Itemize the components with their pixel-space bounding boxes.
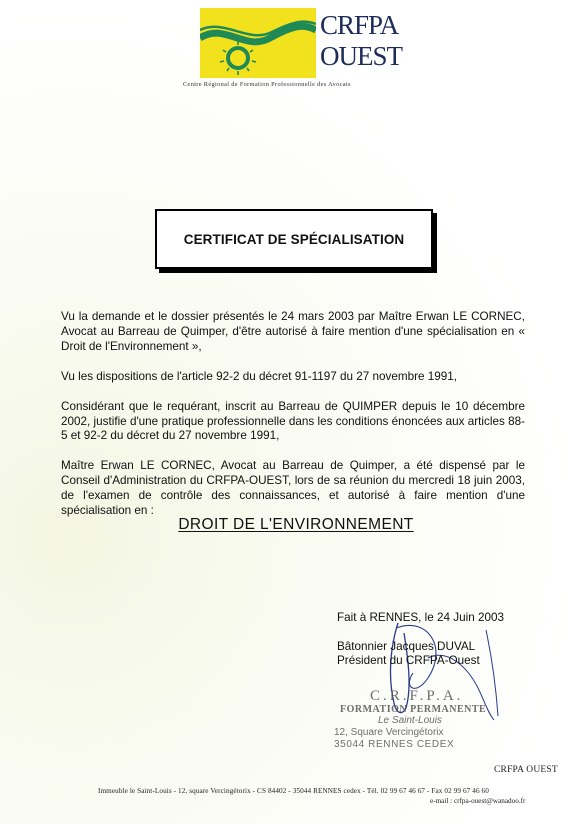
footer-address: Immeuble le Saint-Louis - 12, square Vercingétorix - CS 84402 - 35044 RENNES cedex - Tél. 02 99 67 46 67 - Fax 02 99 67 46 60 [98, 787, 489, 795]
crfpa-logo [200, 8, 402, 78]
paragraph-decree: Vu les dispositions de l'article 92-2 du décret 91-1197 du 27 novembre 1991, [61, 369, 457, 383]
footer-org: CRFPA OUEST [494, 765, 558, 775]
certificate-body [61, 310, 525, 534]
signatory-name: Bâtonnier Jacques DUVAL [337, 639, 476, 653]
certificate-title-box [155, 209, 433, 269]
stamp-line-5: 35044 RENNES CEDEX [334, 739, 455, 750]
stamp-line-1: C.R.F.P.A. [370, 688, 464, 704]
logo-line-1: CRFPA [320, 10, 399, 40]
specialty-heading: DROIT DE L'ENVIRONNEMENT [178, 516, 414, 533]
place-date: Fait à RENNES, le 24 Juin 2003 [337, 611, 504, 624]
signature-block [337, 611, 504, 669]
paragraph-considering: Considérant que le requérant, inscrit au Barreau de QUIMPER depuis le 10 décembre 2002, justifie d'une pratique professionnelle dans les conditions énoncées aux articles 88-5 et 92-2 du décret du 27 novembre 1991, [61, 399, 525, 443]
stamp-line-3: Le Saint-Louis [378, 715, 442, 726]
paragraph-decision: Maître Erwan LE CORNEC, Avocat au Barreau de Quimper, a été dispensé par le Conseil d'Administration du CRFPA-OUEST, lors de sa réunion du mercredi 18 juin 2003, de l'examen de contrôle des connaissances, et autorisé à faire mention d'une spécialisation en : [61, 459, 525, 518]
stamp-line-4: 12, Square Vercingétorix [334, 727, 444, 738]
logo-wave-icon [200, 8, 316, 78]
logo-subtitle: Centre Régional de Formation Professionnelle des Avocats [183, 81, 351, 88]
logo-line-2: OUEST [320, 41, 402, 71]
footer-email: e-mail : crfpa-ouest@wanadoo.fr [430, 797, 526, 805]
paragraph-request: Vu la demande et le dossier présentés le 24 mars 2003 par Maître Erwan LE CORNEC, Avocat au Barreau de Quimper, d'être autorisé à faire mention d'une spécialisation en « Droit de l'Environnement », [61, 310, 525, 353]
stamp-line-2: FORMATION PERMANENTE [340, 704, 487, 715]
signatory-role: Président du CRFPA-Ouest [337, 654, 480, 667]
logo-emblem [200, 8, 316, 78]
certificate-title: CERTIFICAT DE SPÉCIALISATION [183, 231, 405, 247]
logo-wordmark [320, 10, 402, 72]
